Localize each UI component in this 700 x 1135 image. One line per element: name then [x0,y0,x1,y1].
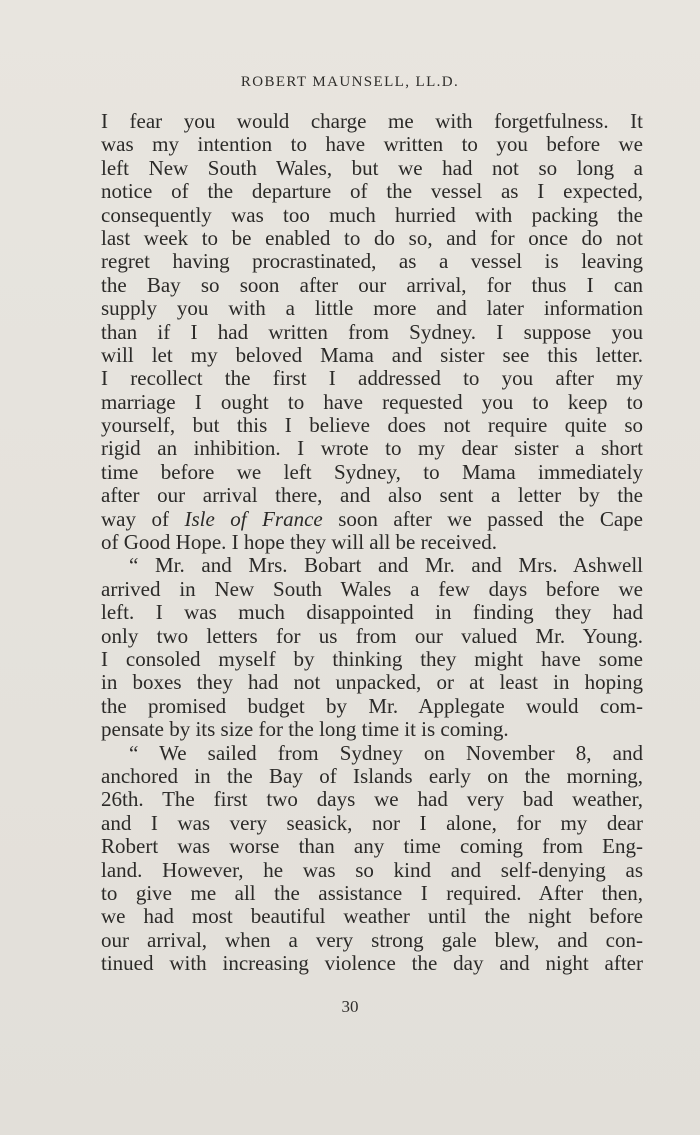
text-line: to give me all the assistance I required. After then, [101,880,643,905]
text-line: 26th. The first two days we had very bad weather, [101,787,643,812]
text-line: left. I was much disappointed in finding they had [101,600,643,625]
text-line-paragraph-start: “ We sailed from Sydney on November 8, and [129,740,643,765]
text-fragment: soon after we passed the Cape [322,506,644,531]
italic-ship-name: Isle of France [184,506,323,531]
text-line: rigid an inhibition. I wrote to my dear sister a short [101,436,643,461]
text-line-isle-of-france [101,508,643,531]
text-line: the promised budget by Mr. Applegate would com- [101,693,643,718]
text-line: anchored in the Bay of Islands early on the morning, [101,763,643,788]
text-line: Robert was worse than any time coming from Eng- [101,834,643,859]
text-line: the Bay so soon after our arrival, for thus I can [101,272,643,297]
text-line: yourself, but this I believe does not require quite so [101,413,643,438]
text-line: will let my beloved Mama and sister see this letter. [101,342,643,367]
text-line: consequently was too much hurried with packing the [101,202,643,227]
text-line: was my intention to have written to you before we [101,132,643,157]
page-number: 30 [341,997,359,1016]
text-line: I consoled myself by thinking they might have some [101,646,643,671]
text-line: in boxes they had not unpacked, or at least in hoping [101,670,643,695]
text-line-paragraph-start: “ Mr. and Mrs. Bobart and Mr. and Mrs. Ashwell [129,553,643,578]
text-line: land. However, he was so kind and self-denying as [101,857,643,882]
text-line: than if I had written from Sydney. I suppose you [101,319,643,344]
text-line: left New South Wales, but we had not so long a [101,155,643,180]
text-line: after our arrival there, and also sent a letter by the [101,483,643,508]
text-line: I recollect the first I addressed to you after my [101,366,643,391]
text-fragment: way of [101,506,185,531]
text-line: I fear you would charge me with forgetfulness. It [101,109,643,133]
text-line: notice of the departure of the vessel as I expected, [101,179,643,204]
text-line: time before we left Sydney, to Mama immediately [101,459,643,484]
text-line: and I was very seasick, nor I alone, for my dear [101,810,643,835]
text-line: pensate by its size for the long time it is coming. [101,717,509,742]
text-line: we had most beautiful weather until the night before [101,904,643,929]
body-text [101,110,643,975]
text-line: supply you with a little more and later information [101,296,643,321]
text-line: our arrival, when a very strong gale blew, and con- [101,927,643,952]
text-line: regret having procrastinated, as a vessel is leaving [101,249,643,274]
text-line: tinued with increasing violence the day and night after [101,951,643,976]
text-line: last week to be enabled to do so, and for once do not [101,225,643,250]
text-line: only two letters for us from our valued Mr. Young. [101,623,643,648]
text-line: marriage I ought to have requested you to keep to [101,389,643,414]
running-title: ROBERT MAUNSELL, LL.D. [240,74,460,90]
text-line: of Good Hope. I hope they will all be received. [101,530,497,555]
text-line: arrived in New South Wales a few days before we [101,576,643,601]
